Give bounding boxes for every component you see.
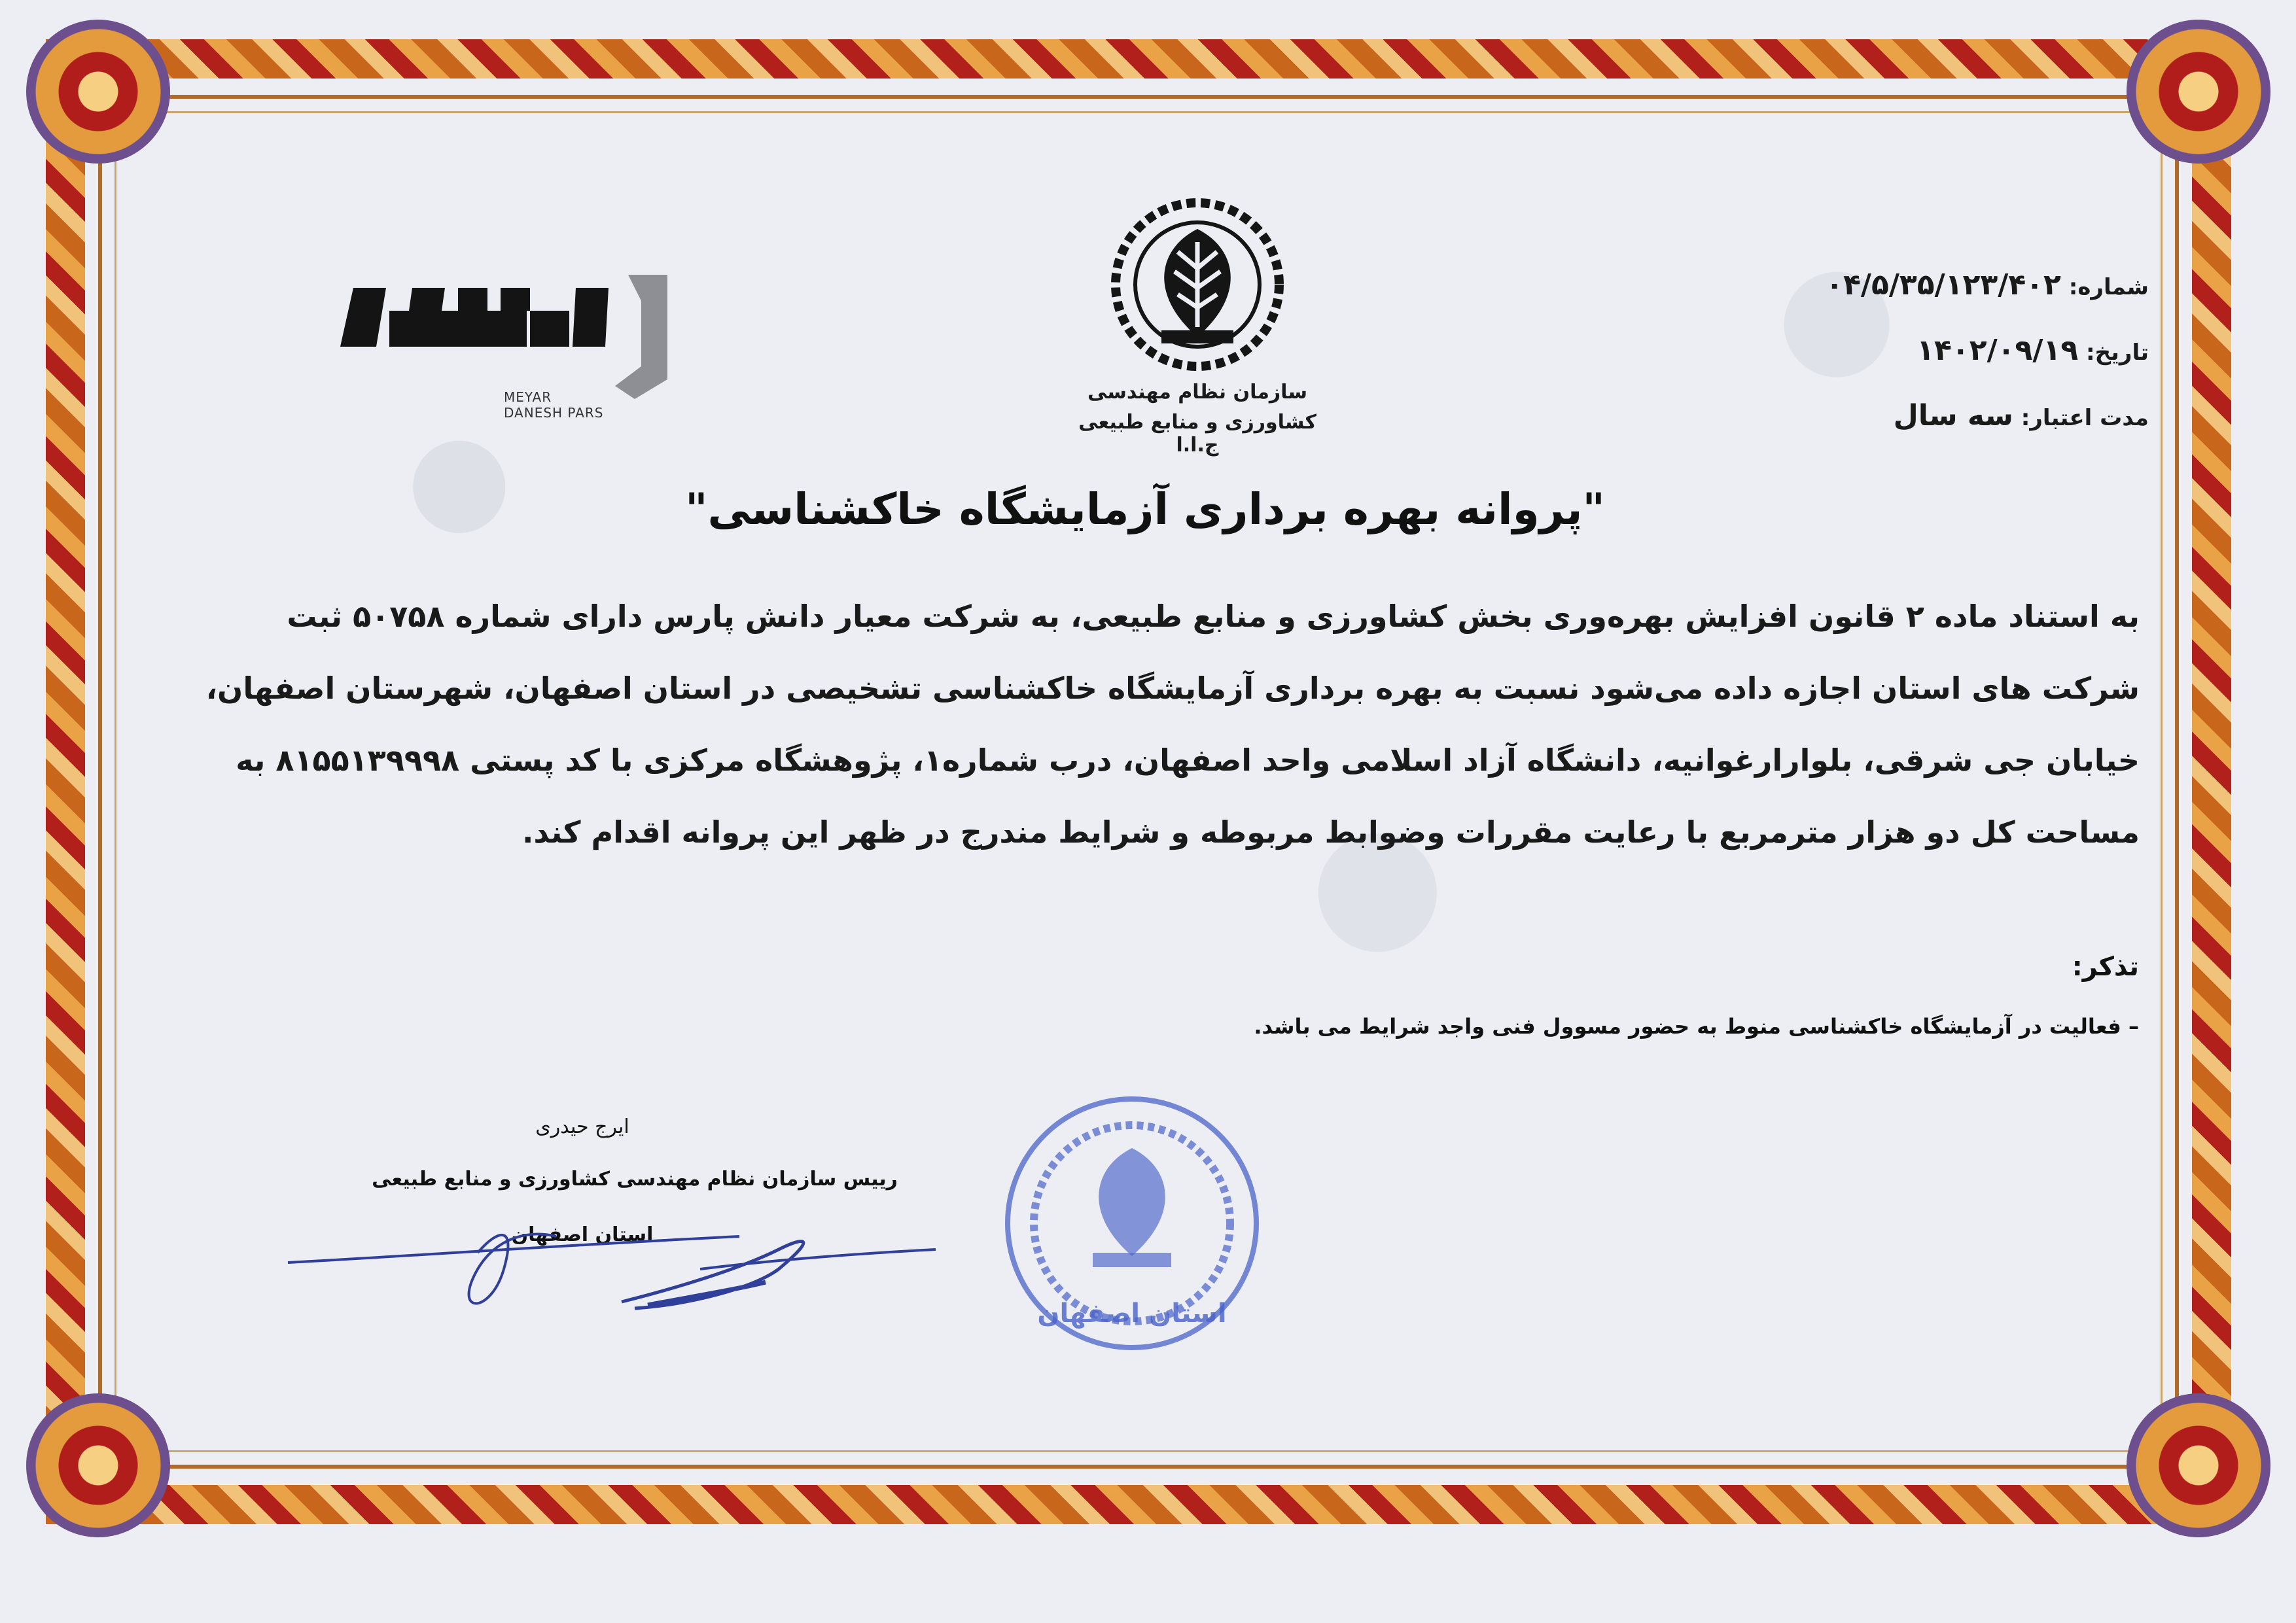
signature-icon [281,1191,949,1335]
signatory-title-line1: رییس سازمان نظام مهندسی کشاورزی و منابع طبیعی [372,1168,898,1191]
certificate-title: "پروانه بهره برداری آزمایشگاه خاکشناسی" [685,484,1605,534]
corner-ornament-bottom-left [26,1393,170,1537]
date-value: ۱۴۰۲/۰۹/۱۹ [1916,334,2079,367]
company-logo [327,249,720,432]
corner-ornament-top-left [26,20,170,164]
body-line-4: مساحت کل دو هزار مترمربع با رعایت مقررات وضوابط مربوطه و شرایط مندرج در ظهر این پروانه اقدام کند. [521,814,2140,850]
signatory-title-line2: استان اصفهان [511,1223,654,1246]
corner-ornament-top-right [2127,20,2270,164]
emblem-org-line2: کشاورزی و منابع طبیعی ج.ا.ا [1078,411,1316,457]
number-row [1691,268,2149,302]
note-item-1: – فعالیت در آزمایشگاه خاکشناسی منوط به حضور مسوول فنی واجد شرایط می باشد. [1254,1014,2139,1039]
body-line-3: خیابان جی شرقی، بلوارارغوانیه، دانشگاه آزاد اسلامی واحد اصفهان، درب شماره۱، پژوهشگاه مرکزی با کد پستی ۸۱۵۵۱۳۹۹۹۸ به [236,742,2140,778]
validity-label: مدت اعتبار: [2021,405,2149,431]
body-line-1: به استناد ماده ۲ قانون افزایش بهره‌وری بخش کشاورزی و منابع طبیعی، به شرکت معیار دانش پارس دارای شماره ۵۰۷۵۸ ثبت [287,599,2140,634]
company-logo-name-line1: MEYAR [504,389,552,405]
note-heading: تذکر: [2072,952,2139,982]
organization-emblem [1073,196,1322,457]
date-label: تاریخ: [2086,340,2149,366]
official-stamp [995,1086,1269,1361]
company-logo-name-line2: DANESH PARS [504,405,604,421]
date-row [1691,334,2149,367]
number-value: ۰۴/۵/۳۵/۱۲۳/۴۰۲ [1826,268,2061,302]
emblem-org-line1: سازمان نظام مهندسی [1087,381,1307,404]
signatory-name: ایرج حیدری [535,1115,629,1138]
number-label: شماره: [2068,274,2149,300]
emblem-icon [1073,196,1322,373]
body-line-2: شرکت های استان اجازه داده می‌شود نسبت به بهره برداری آزمایشگاه خاکشناسی تشخیصی در استان اصفهان، شهرستان اصفهان، [205,671,2140,706]
stamp-bottom-text: استان اصفهان [1037,1299,1227,1329]
company-logo-caption [504,389,603,421]
corner-ornament-bottom-right [2127,1393,2270,1537]
validity-row [1691,399,2149,432]
company-logo-mark [327,249,720,406]
validity-value: سه سال [1893,399,2013,432]
